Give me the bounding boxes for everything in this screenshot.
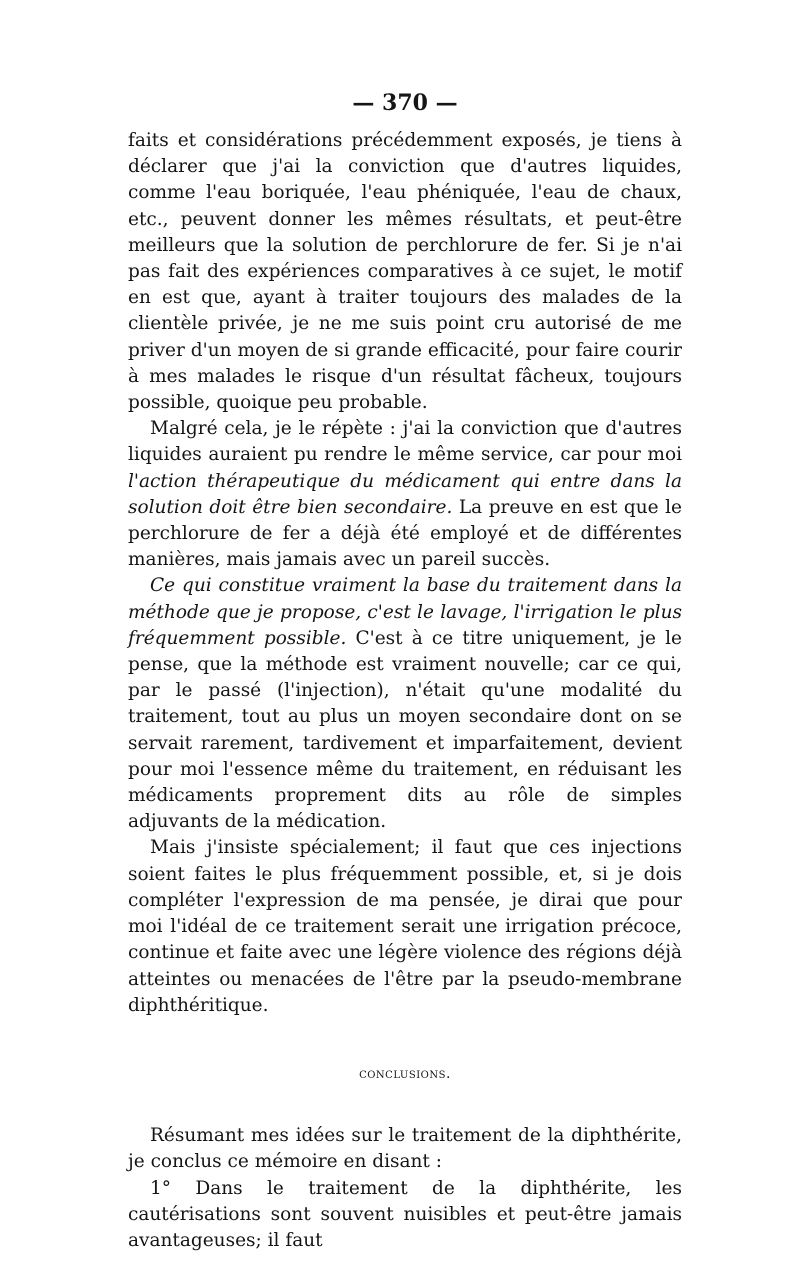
paragraph-4-text: Mais j'insiste spécialement; il faut que ces injections soient faites le plus fréquemment possible, et, si je dois compléter l'expression de ma pensée, je dirai que pour moi l'idéal de ce traitement serait une irrigation précoce, continue et faite avec une légère violence des régions déjà atteintes ou menacées de l'être par la pseudo-membrane diphthéritique. <box>128 837 682 1016</box>
paragraph-3-italic: Ce qui constitue vraiment la base du traitement dans la méthode que je propose, c'est le lavage, l'irrigation le plus fréquemment possible. <box>128 575 682 649</box>
section-heading: conclusions. <box>359 1065 451 1082</box>
paragraph-3 <box>128 573 682 835</box>
paragraph-2 <box>128 416 682 573</box>
main-text <box>128 128 682 1254</box>
paragraph-4 <box>128 835 682 1018</box>
paragraph-1-text: faits et considérations précédemment exposés, je tiens à déclarer que j'ai la conviction que d'autres liquides, comme l'eau boriquée, l'eau phéniquée, l'eau de chaux, etc., peuvent donner les mêmes résultats, et peut-être meilleurs que la solution de perchlorure de fer. Si je n'ai pas fait des expériences comparatives à ce sujet, le motif en est que, ayant à traiter toujours des malades de la clientèle privée, je ne me suis point cru autorisé de me priver d'un moyen de si grande efficacité, pour faire courir à mes malades le risque d'un résultat fâcheux, toujours possible, quoique peu probable. <box>128 130 682 414</box>
paragraph-2-text-end: La preuve en est que le perchlorure de fer a déjà été employé et de différentes manières, mais jamais avec un pareil succès. <box>128 496 682 571</box>
paragraph-2-italic: l'action thérapeutique du médicament qui entre dans la solution doit être bien secondaire. <box>128 470 682 518</box>
conclusion-paragraph-1: Résumant mes idées sur le traitement de la diphthérite, je conclus ce mémoire en disant : <box>128 1125 682 1173</box>
page-content <box>128 92 682 1254</box>
paragraph-2-text-start: Malgré cela, je le répète : j'ai la conviction que d'autres liquides auraient pu rendre le même service, car pour moi <box>128 418 682 466</box>
paragraph-3-text: C'est à ce titre uniquement, je le pense, que la méthode est vraiment nouvelle; car ce qui, par le passé (l'injection), n'était qu'une modalité du traitement, tout au plus un moyen secondaire dont on se servait rarement, tardivement et imparfaitement, devient pour moi l'essence même du traitement, en réduisant les médicaments proprement dits au rôle de simples adjuvants de la médication. <box>128 627 682 833</box>
paragraph-1 <box>128 128 682 416</box>
page-number: — 370 — <box>352 90 458 116</box>
conclusion-paragraph-2: 1° Dans le traitement de la diphthérite, les cautérisations sont souvent nuisibles et peut-être jamais avantageuses; il faut <box>128 1177 682 1251</box>
